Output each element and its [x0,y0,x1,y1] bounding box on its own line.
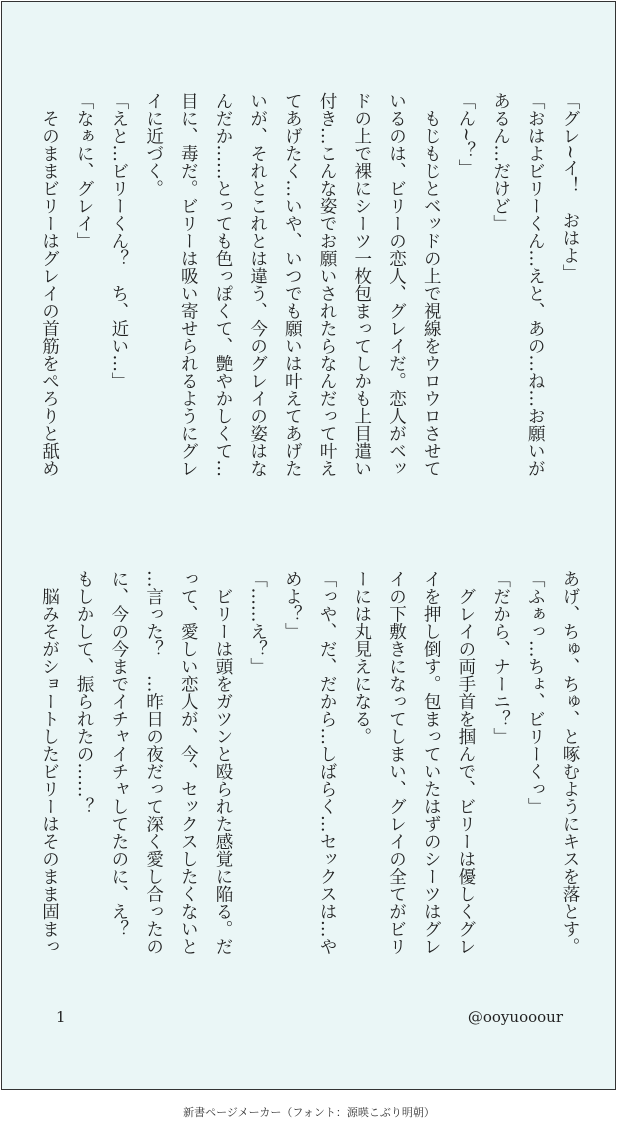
text-line: 「えと…ビリーくん？ ち、近い…」 [108,92,129,390]
text-line: いが、それとこれとは違う、今のグレイの姿はな [247,92,268,477]
text-line: そのままビリーはグレイの首筋をぺろりと舐め [39,92,60,477]
text-block-top [39,92,587,532]
text-line: 「……え？」 [247,570,268,675]
text-line: ーには丸見えになる。 [351,570,372,745]
text-line: グレイの両手首を掴んで、ビリーは優しくグレ [455,570,476,955]
text-line: に、今の今までイチャイチャしてたのに、え？ [108,570,129,938]
text-line: 「なぁに、グレイ」 [74,92,95,250]
text-line: 付き…こんな姿でお願いされたらなんだって叶え [317,92,338,477]
text-line: 「ん~？」 [455,92,476,177]
text-line: めよ？」 [282,570,303,640]
text-line: いるのは、ビリーの恋人、グレイだ。恋人がベッ [386,92,407,477]
text-line: って、愛しい恋人が、今、セックスしたくないと [178,570,199,955]
text-line: もじもじとベッドの上で視線をウロウロさせて [421,92,442,477]
text-block-bottom [39,570,587,990]
text-line: てあげたく…いや、いつでも願いは叶えてあげた [282,92,303,477]
text-line: 「グレ~イ！ おはよ」 [560,92,580,282]
text-line: ビリーは頭をガツンと殴られた感覚に陥る。だ [212,570,233,955]
novel-page [1,1,616,1090]
text-line: 目に、毒だ。ビリーは吸い寄せられるようにグレ [178,92,199,477]
text-line: もしかして、振られたの……？ [74,570,95,815]
text-line: 脳みそがショートしたビリーはそのまま固まっ [39,570,60,955]
text-line: イに近づく。 [143,92,164,197]
text-line: イの下敷きになってしまい、グレイの全てがビリ [386,570,407,955]
text-line: ドの上で裸にシーツ一枚包まってしかも上目遣い [351,92,372,477]
text-line: 「ふぁっ…ちょ、ビリーくっ」 [525,570,546,815]
author-handle: @ooyuooour [467,1008,563,1026]
page-number: 1 [56,1008,66,1026]
text-line: イを押し倒す。包まっていたはずのシーツはグレ [421,570,442,955]
text-line: あげ、ちゅ、ちゅ、と啄むようにキスを落とす。 [560,570,580,955]
text-line: あるん…だけど」 [490,92,511,232]
text-line: 「おはよビリーくん…えと、あの…ね…お願いが [525,92,546,477]
text-line: んだか……とっても色っぽくて、艶やかしくて… [212,92,233,477]
text-line: 「だから、ナーニ？」 [490,570,511,745]
generator-credit: 新書ページメーカー（フォント：源暎こぶり明朝） [183,1106,435,1119]
text-line: …言った？ …昨日の夜だって深く愛し合ったの [143,570,164,955]
text-line: 「っや、だ、だから…しばらく…セックスは…や [317,570,338,955]
